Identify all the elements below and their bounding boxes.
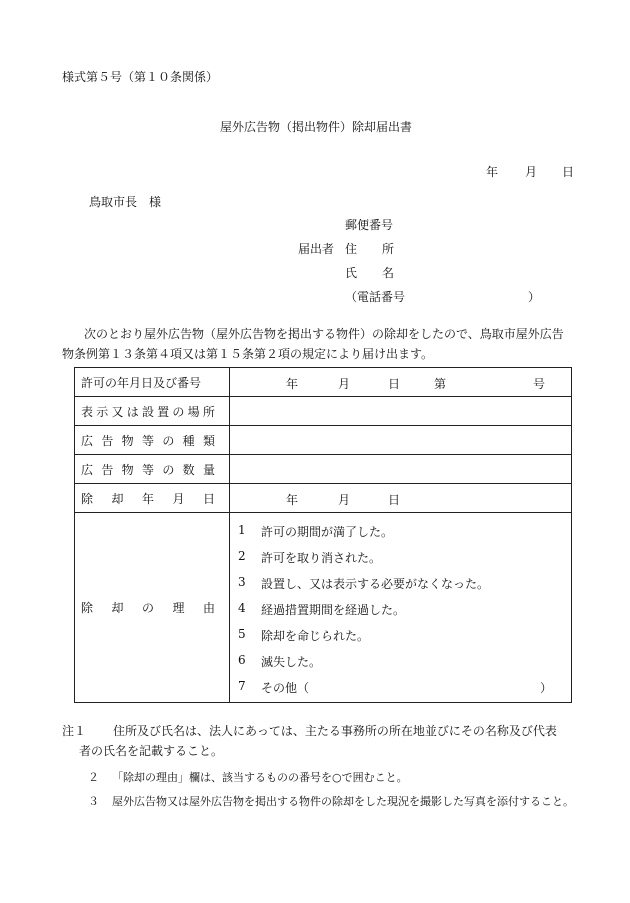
date-year-label: 年	[486, 165, 499, 179]
reason-option-5[interactable]: 5 除却を命じられた。	[238, 626, 370, 643]
quantity-value[interactable]	[230, 455, 572, 484]
intro-line-1: 次のとおり屋外広告物（屋外広告物を掲出する物件）の除却をしたので、鳥取市屋外広告	[84, 327, 564, 341]
note-2-text: 「除却の理由」欄は、該当するものの番号を○で囲むこと。	[112, 771, 408, 784]
intro-line-2: 物条例第１３条第４項又は第１５条第２項の規定により届け出ます。	[62, 347, 434, 361]
note-1-line-2: 者の氏名を記載すること。	[79, 744, 224, 758]
note-3-number: ３	[88, 795, 99, 808]
note-1-line-1: 住所及び氏名は、法人にあっては、主たる事務所の所在地並びにその名称及び代表	[113, 724, 557, 738]
name-label-part2: 名	[382, 266, 395, 280]
notifier-label: 届出者	[298, 242, 335, 256]
permit-year-label: 年	[286, 377, 299, 391]
reason-option-3[interactable]: 3 設置し、又は表示する必要がなくなった。	[238, 574, 490, 591]
permit-month-label: 月	[338, 377, 351, 391]
addressee: 鳥取市長 様	[89, 195, 162, 209]
phone-label: （電話番号	[345, 290, 406, 304]
note-2-number: ２	[88, 771, 99, 784]
quantity-row	[75, 455, 572, 484]
kind-row	[75, 426, 572, 455]
date-month-label: 月	[525, 165, 538, 179]
note-3-text: 屋外広告物又は屋外広告物を掲出する物件の除却をした現況を撮影した写真を添付すること。	[112, 795, 574, 808]
quantity-label: 広 告 物 等 の 数 量	[75, 455, 230, 484]
permit-label: 許可の年月日及び番号	[75, 368, 230, 397]
removal-month-label: 月	[338, 493, 351, 507]
removal-date-value[interactable]	[230, 484, 572, 513]
reason-option-7[interactable]: 7 その他（ ）	[238, 678, 553, 695]
phone-close-paren: ）	[528, 290, 541, 304]
reason-options	[230, 513, 572, 703]
permit-value[interactable]	[230, 368, 572, 397]
address-label-part1: 住	[345, 242, 358, 256]
place-label: 表 示 又 は 設 置 の 場 所	[75, 397, 230, 426]
kind-value[interactable]	[230, 426, 572, 455]
reason-option-6[interactable]: 6 滅失した。	[238, 652, 322, 669]
notification-table	[74, 367, 572, 703]
reason-other-close-paren: ）	[540, 680, 553, 695]
place-row	[75, 397, 572, 426]
removal-date-label: 除 却 年 月 日	[75, 484, 230, 513]
document-title: 屋外広告物（掲出物件）除却届出書	[220, 120, 413, 134]
form-number: 様式第５号（第１０条関係）	[62, 70, 219, 84]
reason-row	[75, 513, 572, 703]
removal-year-label: 年	[286, 493, 299, 507]
kind-label: 広 告 物 等 の 種 類	[75, 426, 230, 455]
reason-option-2[interactable]: 2 許可を取り消された。	[238, 548, 382, 565]
note-1-number: 注１	[62, 724, 87, 738]
permit-row	[75, 368, 572, 397]
date-day-label: 日	[562, 165, 575, 179]
permit-day-label: 日	[388, 377, 401, 391]
address-label-part2: 所	[382, 242, 395, 256]
removal-date-row	[75, 484, 572, 513]
postal-code-label: 郵便番号	[345, 218, 394, 232]
reason-label: 除 却 の 理 由	[75, 513, 230, 703]
place-value[interactable]	[230, 397, 572, 426]
permit-go-label: 号	[533, 377, 546, 391]
removal-day-label: 日	[388, 493, 401, 507]
reason-option-1[interactable]: 1 許可の期間が満了した。	[238, 522, 394, 539]
name-label-part1: 氏	[345, 266, 358, 280]
reason-option-4[interactable]: 4 経過措置期間を経過した。	[238, 600, 406, 617]
permit-dai-label: 第	[434, 377, 447, 391]
